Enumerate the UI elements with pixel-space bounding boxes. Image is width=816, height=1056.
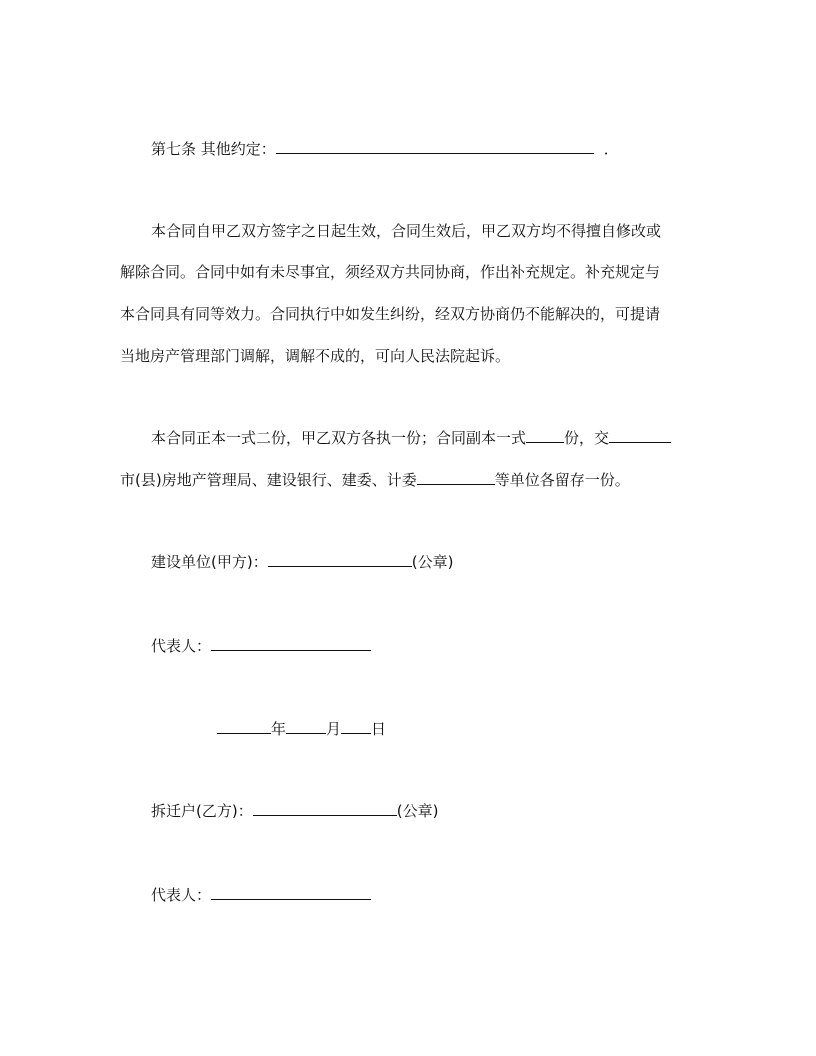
para2-line-1 [151,428,671,448]
month-label: 月 [326,720,342,738]
party-a-line [151,552,453,572]
year-blank [217,719,271,734]
para2-line-2 [120,470,630,490]
para1-line-2: 解除合同。合同中如有未尽事宜，须经双方共同协商，作出补充规定。补充规定与 [120,263,661,281]
party-b-seal: (公章) [396,802,439,820]
article-7-end: ． [603,140,619,158]
year-label: 年 [271,720,287,738]
rep-a-blank [211,636,371,651]
article-7-label: 第七条 其他约定： [151,140,276,158]
party-b-label: 拆迁户(乙方)： [151,802,253,820]
rep-b-blank [211,885,371,900]
party-a-blank [268,552,412,567]
para2-text-2b: 等单位各留存一份。 [494,471,630,489]
rep-b-label: 代表人： [151,886,212,904]
article-7-blank [276,139,594,154]
para1-line-4: 当地房产管理部门调解，调解不成的，可向人民法院起诉。 [120,347,511,365]
party-b-line [151,801,438,821]
rep-b-line [151,885,371,905]
party-a-label: 建设单位(甲方)： [151,553,268,571]
unit-blank [417,470,495,485]
rep-a-label: 代表人： [151,637,212,655]
party-a-seal: (公章) [411,553,454,571]
copies-blank [526,428,564,443]
para1-line-3: 本合同具有同等效力。合同执行中如发生纠纷，经双方协商仍不能解决的，可提请 [120,305,661,323]
para2-text-1a: 本合同正本一式二份，甲乙双方各执一份；合同副本一式 [151,429,527,447]
rep-a-line [151,636,371,656]
month-blank [286,719,326,734]
para2-text-1b: 份，交 [564,429,610,447]
para2-text-2a: 市(县)房地产管理局、建设银行、建委、计委 [120,471,417,489]
para1-line-1: 本合同自甲乙双方签字之日起生效，合同生效后，甲乙双方均不得擅自修改或 [151,222,662,240]
party-b-blank [253,801,397,816]
date-line [217,719,386,739]
day-label: 日 [371,720,387,738]
article-7-line [151,139,619,159]
city-blank [609,428,671,443]
day-blank [341,719,371,734]
